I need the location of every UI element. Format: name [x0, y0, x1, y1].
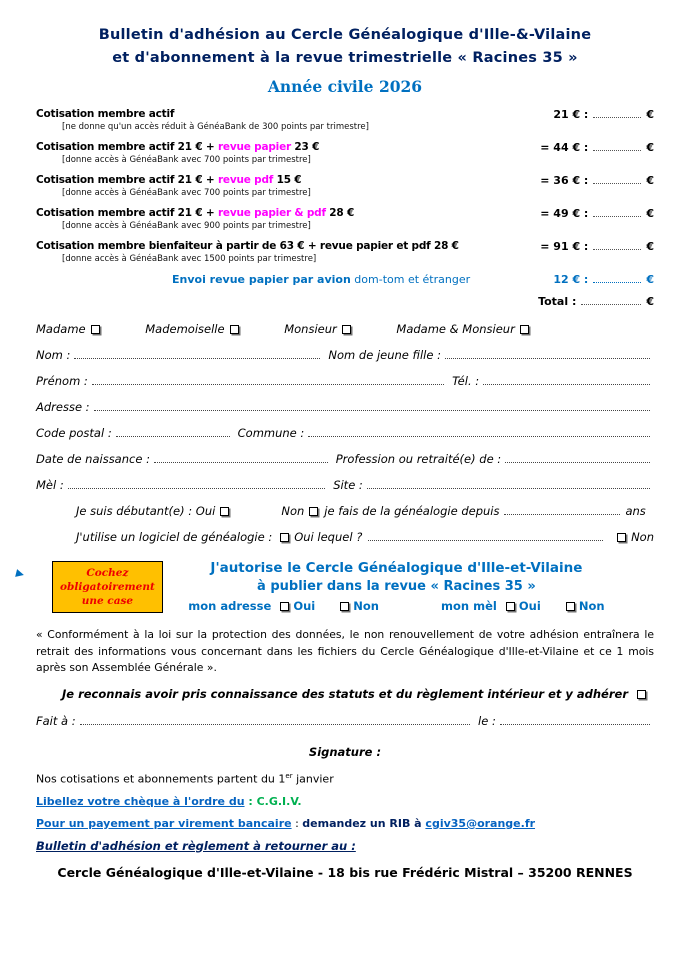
cotisations-note	[36, 772, 654, 786]
authorization-heading2: à publier dans la revue « Racines 35 »	[257, 579, 536, 595]
separator: :	[291, 816, 303, 830]
tel-label: Tél. :	[452, 374, 480, 389]
checkbox-debutant-oui[interactable]	[220, 507, 229, 516]
code-postal-input[interactable]	[116, 428, 230, 437]
civility-row	[36, 322, 654, 336]
adresse-publish-label: mon adresse	[188, 599, 272, 614]
civility-label: Madame	[36, 322, 86, 337]
date-input[interactable]	[500, 716, 650, 725]
fee-row-bienfaiteur	[36, 240, 654, 264]
fee-tail: 15 €	[273, 174, 302, 187]
fee-label	[36, 240, 459, 252]
fee-amount-blank[interactable]	[593, 175, 641, 184]
depuis-label: je fais de la généalogie depuis	[324, 504, 500, 519]
checkbox-adresse-oui[interactable]	[280, 602, 289, 611]
debutant-row	[76, 504, 654, 518]
mel-input[interactable]	[68, 480, 325, 489]
separator: :	[244, 794, 257, 808]
fee-label	[36, 174, 311, 186]
checkbox-mademoiselle[interactable]	[230, 325, 239, 334]
fee-amount-block	[514, 174, 654, 187]
code-postal-label: Code postal :	[36, 426, 112, 441]
fee-text: Cotisation membre actif	[36, 108, 175, 121]
year-heading: Année civile 2026	[267, 77, 423, 97]
checkbox-logiciel-non[interactable]	[617, 533, 626, 542]
fee-label-block	[36, 108, 369, 132]
fee-amount-block	[514, 207, 654, 220]
civility-label: Madame & Monsieur	[396, 322, 515, 337]
fait-input[interactable]	[80, 716, 470, 725]
adresse-input[interactable]	[94, 402, 650, 411]
statutes-statement-text: Je reconnais avoir pris connaissance des statuts et du règlement intérieur et y adhérer	[62, 686, 628, 701]
logiciel-oui-label: Oui lequel ?	[294, 530, 363, 545]
fee-amount: 12 € :	[553, 273, 589, 287]
fee-amount-blank[interactable]	[593, 208, 641, 217]
checkbox-mel-non[interactable]	[566, 602, 575, 611]
fee-note: [donne accès à GénéaBank avec 1500 points par trimestre]	[62, 254, 317, 265]
form-title	[36, 24, 654, 70]
fee-amount: = 44 € :	[540, 141, 589, 155]
currency-symbol: €	[646, 240, 654, 254]
mel-publish-label: mon mèl	[441, 599, 497, 614]
cotisations-note-text: Nos cotisations et abonnements partent du 1	[36, 772, 286, 786]
fee-amount-block	[514, 108, 654, 121]
fee-label	[36, 108, 369, 120]
fee-highlight: revue pdf	[217, 174, 274, 187]
postal-address: Cercle Généalogique d'Ille-et-Vilaine - 18 bis rue Frédéric Mistral – 35200 RENNES	[57, 864, 633, 880]
field-row-mel	[36, 478, 654, 492]
authorization-content	[163, 560, 654, 613]
data-protection-notice: « Conformément à la loi sur la protection des données, le non renouvellement de votre adhésion entraînera le retrait des informations vous concernant dans les fichiers du Cercle Généalogique d'Ille-et-Vilaine et ce 1 mois après son Assemblée Générale ».	[36, 628, 654, 674]
form-title-line1: Bulletin d'adhésion au Cercle Généalogique d'Ille-&-Vilaine	[98, 27, 592, 43]
signature-label: Signature :	[308, 744, 382, 759]
checkbox-adresse-non[interactable]	[340, 602, 349, 611]
box-text: Cochez	[86, 566, 129, 579]
le-label: le :	[478, 713, 496, 728]
naissance-input[interactable]	[154, 454, 328, 463]
fee-amount-blank[interactable]	[593, 274, 641, 283]
cheque-line	[36, 795, 654, 808]
cheque-instruction-link[interactable]: Libellez votre chèque à l'ordre du	[36, 794, 245, 808]
virement-line	[36, 817, 654, 830]
fee-tail: 28 €	[325, 207, 355, 220]
prenom-label: Prénom :	[36, 374, 88, 389]
currency-symbol: €	[646, 273, 654, 287]
fee-amount: 21 € :	[553, 108, 589, 122]
fee-label-block	[36, 240, 459, 264]
fee-tail: 23 €	[290, 141, 320, 154]
jeune-fille-input[interactable]	[445, 350, 650, 359]
checkbox-mel-oui[interactable]	[506, 602, 515, 611]
currency-symbol: €	[646, 295, 654, 309]
fee-row-avion	[36, 273, 654, 286]
oui-label: Oui	[293, 599, 316, 614]
fee-amount: = 49 € :	[540, 207, 589, 221]
checkbox-madame[interactable]	[91, 325, 100, 334]
fee-row-pdf	[36, 174, 654, 198]
statutes-statement	[62, 687, 654, 701]
checkbox-monsieur[interactable]	[342, 325, 351, 334]
fee-amount-block	[514, 240, 654, 253]
oui-label: Oui	[518, 599, 541, 614]
pointer-arrow-icon	[15, 570, 25, 580]
total-label: Total :	[538, 295, 577, 309]
total-blank[interactable]	[581, 296, 641, 305]
fee-amount: = 36 € :	[540, 174, 589, 188]
rib-text: demandez un RIB à	[302, 816, 426, 830]
fee-row-actif	[36, 108, 654, 132]
virement-instruction-link[interactable]: Pour un payement par virement bancaire	[36, 816, 292, 830]
tel-input[interactable]	[483, 376, 650, 385]
currency-symbol: €	[646, 207, 654, 221]
checkbox-logiciel-oui[interactable]	[280, 533, 289, 542]
authorization-options	[163, 599, 630, 613]
return-instruction-text: Bulletin d'adhésion et règlement à retourner au :	[36, 838, 356, 853]
avion-label	[172, 273, 470, 286]
logiciel-row	[76, 530, 654, 544]
fee-highlight: revue papier & pdf	[217, 207, 326, 220]
cgiv-name: C.G.I.V.	[256, 794, 302, 808]
currency-symbol: €	[646, 174, 654, 188]
fee-highlight: revue papier	[217, 141, 291, 154]
fait-label: Fait à :	[36, 713, 76, 728]
superscript: er	[285, 771, 293, 780]
footer-section	[36, 772, 654, 880]
fee-note: [donne accès à GénéaBank avec 900 points par trimestre]	[62, 221, 311, 232]
box-text: une case	[81, 594, 134, 607]
ans-label: ans	[625, 504, 646, 519]
commune-input[interactable]	[308, 428, 650, 437]
avion-label-bold: Envoi revue papier par avion	[172, 273, 351, 287]
civility-label: Monsieur	[284, 322, 337, 337]
fee-row-papier	[36, 141, 654, 165]
prenom-input[interactable]	[92, 376, 444, 385]
currency-symbol: €	[646, 108, 654, 122]
fee-note: [donne accès à GénéaBank avec 700 points par trimestre]	[62, 188, 311, 199]
fee-text: Cotisation membre actif 21 € +	[36, 174, 218, 187]
avion-label-rest: dom-tom et étranger	[350, 273, 471, 287]
fee-note: [donne accès à GénéaBank avec 700 points par trimestre]	[62, 155, 311, 166]
civility-madame	[36, 322, 100, 336]
fee-amount-block	[514, 141, 654, 154]
fee-label	[36, 141, 319, 153]
checkbox-debutant-non[interactable]	[309, 507, 318, 516]
fee-text: Cotisation membre actif 21 € +	[36, 141, 218, 154]
naissance-label: Date de naissance :	[36, 452, 150, 467]
civility-label: Mademoiselle	[145, 322, 225, 337]
fee-row-papier-pdf	[36, 207, 654, 231]
mandatory-choice-box	[52, 561, 163, 614]
adresse-label: Adresse :	[36, 400, 90, 415]
mel-label: Mèl :	[36, 478, 64, 493]
field-row-prenom	[36, 374, 654, 388]
fee-label	[36, 207, 354, 219]
depuis-input[interactable]	[504, 506, 620, 515]
profession-label: Profession ou retraité(e) de :	[335, 452, 502, 467]
fee-text: Cotisation membre bienfaiteur à partir de 63 € + revue papier et pdf 28 €	[36, 240, 459, 253]
debutant-label: Je suis débutant(e) : Oui	[76, 504, 216, 519]
civility-mademoiselle	[145, 322, 238, 336]
site-input[interactable]	[367, 480, 650, 489]
civility-madame-monsieur	[396, 322, 528, 336]
currency-symbol: €	[646, 141, 654, 155]
logiciel-non-label: Non	[631, 530, 654, 545]
checkbox-madame-monsieur[interactable]	[520, 325, 529, 334]
commune-label: Commune :	[237, 426, 305, 441]
box-text: obligatoirement	[60, 580, 155, 593]
field-row-code-postal	[36, 426, 654, 440]
nom-input[interactable]	[74, 350, 320, 359]
fee-text: Cotisation membre actif 21 € +	[36, 207, 218, 220]
non-label: Non	[353, 599, 379, 614]
nom-label: Nom :	[36, 348, 71, 363]
logiciel-label: J'utilise un logiciel de généalogie :	[76, 530, 273, 545]
fee-amount-block	[514, 273, 654, 286]
email-link[interactable]: cgiv35@orange.fr	[425, 816, 536, 830]
fee-section	[36, 108, 654, 308]
profession-input[interactable]	[505, 454, 650, 463]
site-label: Site :	[333, 478, 363, 493]
fee-note: [ne donne qu'un accès réduit à GénéaBank de 300 points par trimestre]	[62, 122, 369, 133]
fee-label-block	[36, 207, 354, 231]
jeune-fille-label: Nom de jeune fille :	[328, 348, 441, 363]
field-row-naissance	[36, 452, 654, 466]
fee-label-block	[36, 141, 319, 165]
non-label: Non	[578, 599, 605, 614]
form-title-line2: et d'abonnement à la revue trimestrielle « Racines 35 »	[112, 50, 578, 67]
field-row-nom	[36, 348, 654, 362]
total-row	[36, 295, 654, 308]
return-instruction	[36, 839, 654, 853]
checkbox-statuts[interactable]	[637, 690, 646, 699]
authorization-section	[36, 560, 654, 613]
fee-label-block	[36, 174, 311, 198]
fee-amount-blank[interactable]	[593, 142, 641, 151]
fee-amount-blank[interactable]	[593, 109, 641, 118]
debutant-non-label: Non	[281, 504, 305, 519]
authorization-heading1: J'autorise le Cercle Généalogique d'Ille-et-Vilaine	[210, 560, 583, 577]
fee-amount-blank[interactable]	[593, 241, 641, 250]
field-row-adresse	[36, 400, 654, 414]
fait-row	[36, 714, 654, 728]
cotisations-note-text: janvier	[292, 772, 334, 786]
civility-monsieur	[284, 322, 351, 336]
logiciel-input[interactable]	[368, 532, 603, 541]
fee-amount: = 91 € :	[540, 240, 589, 254]
